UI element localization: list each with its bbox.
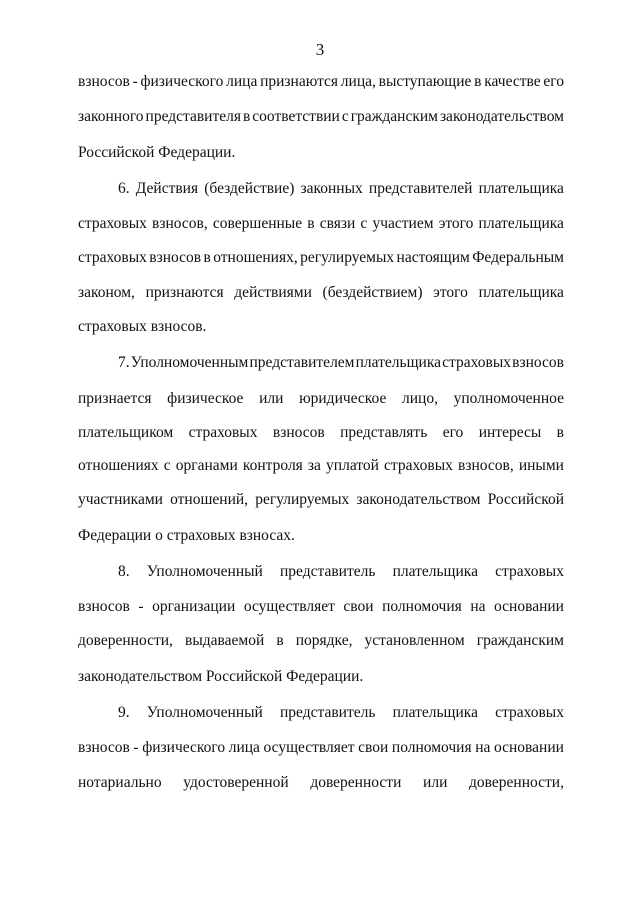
text-word: в: [474, 73, 482, 90]
text-word: представитель: [280, 563, 376, 580]
text-word: за: [307, 457, 321, 474]
text-word: представителей: [368, 180, 473, 197]
text-word: взносов,: [458, 457, 514, 474]
text-word: законом,: [78, 284, 135, 301]
text-word: с: [163, 457, 171, 474]
text-word: качестве: [484, 73, 541, 90]
text-word: признается: [78, 390, 152, 407]
text-word: гражданским: [350, 108, 438, 125]
text-word: страховых: [188, 424, 258, 441]
text-line: [78, 283, 564, 303]
text-word: этого: [433, 284, 468, 301]
text-word: страховых: [495, 563, 564, 580]
text-word: основании: [493, 739, 564, 756]
text-word: полномочия: [382, 598, 462, 615]
text-line: [78, 72, 564, 92]
text-line: [118, 703, 564, 723]
text-line: [78, 631, 564, 651]
text-word: законодательством: [356, 491, 481, 508]
text-line: [78, 214, 564, 234]
text-word: или: [423, 774, 448, 791]
text-word: плательщиком: [78, 424, 174, 441]
text-word: 9.: [118, 704, 130, 721]
text-word: участием: [372, 215, 434, 232]
text-word: признаются: [145, 284, 224, 301]
text-word: в: [556, 424, 564, 441]
text-word: взносов: [149, 249, 202, 266]
text-word: плательщика: [478, 284, 564, 301]
text-word: плательщика: [478, 180, 564, 197]
text-word: взносов,: [152, 215, 208, 232]
text-word: представитель: [280, 704, 376, 721]
text-word: страховых: [442, 354, 511, 371]
text-word: Российской: [487, 491, 564, 508]
text-word: лица: [226, 73, 258, 90]
text-word: 8.: [118, 563, 130, 580]
text-line: [118, 562, 564, 582]
text-word: иными: [518, 457, 564, 474]
text-word: (бездействием): [322, 284, 423, 301]
text-word: осуществляет: [263, 739, 355, 756]
text-line: [118, 353, 564, 373]
text-word: Уполномоченный: [146, 563, 263, 580]
text-line: страховых взносов.: [78, 318, 207, 335]
text-word: на: [475, 739, 491, 756]
text-line: [78, 248, 564, 268]
text-word: законных: [300, 180, 363, 197]
text-word: доверенности,: [78, 632, 173, 649]
text-word: представлять: [340, 424, 428, 441]
text-word: -: [132, 73, 138, 90]
text-word: связи: [319, 215, 356, 232]
text-word: взносов: [78, 73, 130, 90]
text-word: в: [307, 215, 315, 232]
text-word: действиями: [234, 284, 312, 301]
text-word: 6.: [118, 180, 130, 197]
text-word: юридическое: [299, 390, 387, 407]
text-word: физического: [142, 739, 226, 756]
text-word: в: [203, 249, 211, 266]
text-word: -: [138, 598, 144, 615]
page-number: 3: [315, 40, 325, 59]
text-word: Уполномоченным: [130, 354, 249, 371]
text-word: взносов: [272, 424, 325, 441]
text-line: [78, 456, 564, 476]
text-word: в: [242, 108, 251, 125]
text-word: гражданским: [476, 632, 564, 649]
text-word: физического: [140, 73, 224, 90]
text-word: контроля: [242, 457, 303, 474]
text-word: Уполномоченный: [146, 704, 263, 721]
text-word: страховых: [78, 215, 147, 232]
text-word: удостоверенной: [183, 774, 289, 791]
text-word: физическое: [167, 390, 244, 407]
text-line: [78, 773, 564, 793]
text-word: органами: [175, 457, 238, 474]
text-word: основании: [494, 598, 564, 615]
text-line: [78, 389, 564, 409]
text-word: плательщика: [355, 354, 441, 371]
text-line: законодательством Российской Федерации.: [78, 668, 364, 685]
text-line: Российской Федерации.: [78, 144, 236, 161]
text-word: представителем: [249, 354, 355, 371]
text-word: свои: [358, 739, 389, 756]
text-word: лица,: [340, 73, 376, 90]
text-word: интересы: [478, 424, 542, 441]
text-word: взносов: [78, 739, 130, 756]
text-word: уплатой: [326, 457, 379, 474]
text-word: регулируемых: [300, 249, 395, 266]
text-word: лица: [228, 739, 260, 756]
text-word: свои: [343, 598, 374, 615]
text-word: этого: [438, 215, 474, 232]
text-word: или: [259, 390, 284, 407]
text-line: [78, 423, 564, 443]
text-word: страховых: [78, 249, 147, 266]
text-line: [78, 107, 564, 127]
text-word: Действия: [135, 180, 199, 197]
text-word: регулируемых: [255, 491, 350, 508]
text-line: [78, 738, 564, 758]
text-word: на: [470, 598, 486, 615]
text-word: выдаваемой: [185, 632, 265, 649]
text-word: с: [360, 215, 368, 232]
text-word: порядке,: [295, 632, 353, 649]
text-word: доверенности: [310, 774, 402, 791]
text-word: в: [276, 632, 284, 649]
text-word: выступающие: [378, 73, 472, 90]
text-word: уполномоченное: [453, 390, 564, 407]
text-word: доверенности,: [469, 774, 564, 791]
text-word: совершенные: [212, 215, 303, 232]
text-word: взносов: [78, 598, 130, 615]
text-word: взносов: [512, 354, 564, 371]
text-word: плательщика: [478, 215, 564, 232]
text-word: страховых: [384, 457, 453, 474]
text-word: отношений,: [170, 491, 249, 508]
text-word: признаются: [260, 73, 339, 90]
text-word: установленном: [364, 632, 465, 649]
text-word: законного: [78, 108, 144, 125]
text-word: 7.: [118, 354, 130, 371]
text-word: соответствии: [252, 108, 340, 125]
text-word: Федеральным: [472, 249, 564, 266]
text-word: его: [543, 73, 564, 90]
text-word: плательщика: [392, 563, 478, 580]
text-word: плательщика: [392, 704, 478, 721]
text-word: страховых: [495, 704, 564, 721]
text-word: представителя: [145, 108, 241, 125]
text-word: (бездействие): [204, 180, 295, 197]
text-line: Федерации о страховых взносах.: [78, 527, 295, 544]
text-word: его: [442, 424, 464, 441]
text-word: отношениях,: [213, 249, 298, 266]
text-word: организации: [152, 598, 236, 615]
text-word: лицо,: [402, 390, 438, 407]
text-word: законодательством: [439, 108, 564, 125]
text-line: [78, 597, 564, 617]
text-word: осуществляет: [243, 598, 335, 615]
text-word: отношениях: [78, 457, 159, 474]
text-word: нотариально: [78, 774, 162, 791]
text-word: настоящим: [396, 249, 470, 266]
text-word: с: [341, 108, 349, 125]
text-word: участниками: [78, 491, 163, 508]
text-word: полномочия: [391, 739, 472, 756]
text-line: [78, 490, 564, 510]
text-word: -: [133, 739, 139, 756]
text-line: [118, 179, 564, 199]
